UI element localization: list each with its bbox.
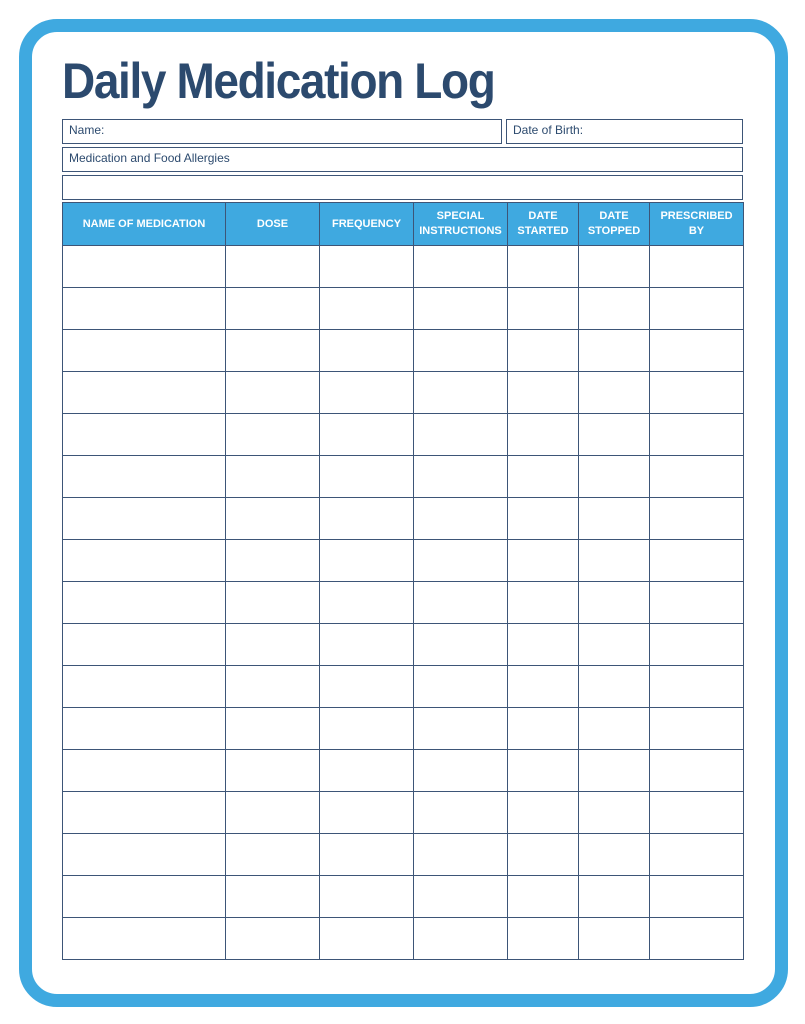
cell-name-of-medication[interactable]	[63, 414, 226, 456]
table-row	[63, 372, 744, 414]
cell-frequency[interactable]	[320, 540, 414, 582]
cell-prescribed-by[interactable]	[650, 414, 744, 456]
cell-date-stopped[interactable]	[579, 582, 650, 624]
cell-frequency[interactable]	[320, 708, 414, 750]
date-of-birth-field[interactable]	[506, 119, 743, 144]
cell-dose[interactable]	[226, 456, 320, 498]
cell-date-started[interactable]	[508, 456, 579, 498]
table-row	[63, 330, 744, 372]
cell-dose[interactable]	[226, 624, 320, 666]
table-row	[63, 792, 744, 834]
cell-dose[interactable]	[226, 792, 320, 834]
cell-special-instructions[interactable]	[414, 246, 508, 288]
cell-date-started[interactable]	[508, 750, 579, 792]
cell-date-stopped[interactable]	[579, 876, 650, 918]
cell-name-of-medication[interactable]	[63, 918, 226, 960]
cell-special-instructions[interactable]	[414, 834, 508, 876]
cell-frequency[interactable]	[320, 498, 414, 540]
cell-frequency[interactable]	[320, 246, 414, 288]
cell-date-started[interactable]	[508, 834, 579, 876]
cell-prescribed-by[interactable]	[650, 750, 744, 792]
cell-dose[interactable]	[226, 540, 320, 582]
allergies-field[interactable]	[62, 147, 743, 172]
cell-date-started[interactable]	[508, 372, 579, 414]
table-row	[63, 666, 744, 708]
table-row	[63, 750, 744, 792]
cell-prescribed-by[interactable]	[650, 582, 744, 624]
cell-date-started[interactable]	[508, 540, 579, 582]
table-row	[63, 708, 744, 750]
cell-date-stopped[interactable]	[579, 918, 650, 960]
name-field[interactable]	[62, 119, 502, 144]
cell-date-started[interactable]	[508, 288, 579, 330]
cell-dose[interactable]	[226, 414, 320, 456]
cell-special-instructions[interactable]	[414, 456, 508, 498]
table-row	[63, 498, 744, 540]
cell-special-instructions[interactable]	[414, 414, 508, 456]
cell-date-stopped[interactable]	[579, 288, 650, 330]
cell-dose[interactable]	[226, 372, 320, 414]
cell-frequency[interactable]	[320, 876, 414, 918]
allergies-entry-field[interactable]	[62, 175, 743, 200]
cell-name-of-medication[interactable]	[63, 246, 226, 288]
cell-prescribed-by[interactable]	[650, 330, 744, 372]
cell-prescribed-by[interactable]	[650, 918, 744, 960]
cell-date-stopped[interactable]	[579, 540, 650, 582]
cell-dose[interactable]	[226, 498, 320, 540]
cell-frequency[interactable]	[320, 918, 414, 960]
cell-date-started[interactable]	[508, 918, 579, 960]
cell-frequency[interactable]	[320, 750, 414, 792]
cell-special-instructions[interactable]	[414, 876, 508, 918]
cell-name-of-medication[interactable]	[63, 456, 226, 498]
column-header-date-stopped: DATE STOPPED	[579, 203, 650, 246]
table-row	[63, 834, 744, 876]
cell-date-started[interactable]	[508, 708, 579, 750]
cell-name-of-medication[interactable]	[63, 876, 226, 918]
cell-special-instructions[interactable]	[414, 372, 508, 414]
cell-name-of-medication[interactable]	[63, 330, 226, 372]
allergies-label: Medication and Food Allergies	[69, 151, 230, 165]
cell-date-stopped[interactable]	[579, 414, 650, 456]
cell-name-of-medication[interactable]	[63, 288, 226, 330]
cell-name-of-medication[interactable]	[63, 540, 226, 582]
cell-date-stopped[interactable]	[579, 834, 650, 876]
cell-prescribed-by[interactable]	[650, 666, 744, 708]
cell-special-instructions[interactable]	[414, 540, 508, 582]
column-header-name-of-medication: NAME OF MEDICATION	[63, 203, 226, 246]
cell-dose[interactable]	[226, 708, 320, 750]
cell-date-stopped[interactable]	[579, 372, 650, 414]
table-body	[63, 246, 744, 960]
cell-prescribed-by[interactable]	[650, 708, 744, 750]
cell-prescribed-by[interactable]	[650, 456, 744, 498]
column-header-prescribed-by: PRESCRIBED BY	[650, 203, 744, 246]
table-header-row	[63, 203, 744, 246]
cell-name-of-medication[interactable]	[63, 498, 226, 540]
table-row	[63, 918, 744, 960]
cell-date-started[interactable]	[508, 498, 579, 540]
cell-frequency[interactable]	[320, 372, 414, 414]
cell-dose[interactable]	[226, 666, 320, 708]
cell-special-instructions[interactable]	[414, 750, 508, 792]
cell-special-instructions[interactable]	[414, 666, 508, 708]
cell-name-of-medication[interactable]	[63, 582, 226, 624]
cell-special-instructions[interactable]	[414, 288, 508, 330]
cell-dose[interactable]	[226, 918, 320, 960]
table-row	[63, 456, 744, 498]
cell-date-started[interactable]	[508, 624, 579, 666]
cell-date-started[interactable]	[508, 246, 579, 288]
cell-date-stopped[interactable]	[579, 666, 650, 708]
column-header-special-instructions: SPECIAL INSTRUCTIONS	[414, 203, 508, 246]
cell-name-of-medication[interactable]	[63, 708, 226, 750]
cell-prescribed-by[interactable]	[650, 288, 744, 330]
cell-date-started[interactable]	[508, 330, 579, 372]
cell-prescribed-by[interactable]	[650, 540, 744, 582]
cell-date-stopped[interactable]	[579, 708, 650, 750]
cell-frequency[interactable]	[320, 288, 414, 330]
column-header-date-started: DATE STARTED	[508, 203, 579, 246]
cell-prescribed-by[interactable]	[650, 876, 744, 918]
column-header-dose: DOSE	[226, 203, 320, 246]
table-row	[63, 414, 744, 456]
table-row	[63, 540, 744, 582]
date-of-birth-label: Date of Birth:	[513, 123, 584, 137]
medication-table	[62, 202, 744, 960]
cell-special-instructions[interactable]	[414, 582, 508, 624]
cell-prescribed-by[interactable]	[650, 624, 744, 666]
table-row	[63, 246, 744, 288]
cell-date-stopped[interactable]	[579, 624, 650, 666]
cell-special-instructions[interactable]	[414, 792, 508, 834]
cell-date-stopped[interactable]	[579, 498, 650, 540]
cell-dose[interactable]	[226, 288, 320, 330]
cell-date-started[interactable]	[508, 666, 579, 708]
table-row	[63, 876, 744, 918]
cell-prescribed-by[interactable]	[650, 834, 744, 876]
cell-frequency[interactable]	[320, 330, 414, 372]
cell-frequency[interactable]	[320, 582, 414, 624]
cell-date-stopped[interactable]	[579, 456, 650, 498]
page-title: Daily Medication Log	[62, 53, 495, 109]
cell-date-stopped[interactable]	[579, 246, 650, 288]
cell-name-of-medication[interactable]	[63, 666, 226, 708]
cell-date-stopped[interactable]	[579, 750, 650, 792]
cell-prescribed-by[interactable]	[650, 246, 744, 288]
cell-dose[interactable]	[226, 246, 320, 288]
cell-frequency[interactable]	[320, 456, 414, 498]
cell-dose[interactable]	[226, 582, 320, 624]
table-row	[63, 582, 744, 624]
cell-dose[interactable]	[226, 750, 320, 792]
cell-name-of-medication[interactable]	[63, 750, 226, 792]
cell-special-instructions[interactable]	[414, 918, 508, 960]
table-row	[63, 288, 744, 330]
cell-date-started[interactable]	[508, 792, 579, 834]
cell-special-instructions[interactable]	[414, 498, 508, 540]
cell-name-of-medication[interactable]	[63, 834, 226, 876]
cell-date-started[interactable]	[508, 582, 579, 624]
cell-name-of-medication[interactable]	[63, 372, 226, 414]
cell-special-instructions[interactable]	[414, 708, 508, 750]
cell-date-stopped[interactable]	[579, 330, 650, 372]
cell-date-started[interactable]	[508, 414, 579, 456]
cell-dose[interactable]	[226, 834, 320, 876]
cell-frequency[interactable]	[320, 624, 414, 666]
cell-prescribed-by[interactable]	[650, 498, 744, 540]
cell-frequency[interactable]	[320, 414, 414, 456]
cell-dose[interactable]	[226, 330, 320, 372]
cell-prescribed-by[interactable]	[650, 792, 744, 834]
name-label: Name:	[69, 123, 105, 137]
cell-date-started[interactable]	[508, 876, 579, 918]
cell-prescribed-by[interactable]	[650, 372, 744, 414]
cell-special-instructions[interactable]	[414, 330, 508, 372]
cell-name-of-medication[interactable]	[63, 792, 226, 834]
cell-special-instructions[interactable]	[414, 624, 508, 666]
cell-frequency[interactable]	[320, 666, 414, 708]
cell-name-of-medication[interactable]	[63, 624, 226, 666]
cell-date-stopped[interactable]	[579, 792, 650, 834]
cell-frequency[interactable]	[320, 834, 414, 876]
cell-frequency[interactable]	[320, 792, 414, 834]
table-row	[63, 624, 744, 666]
column-header-frequency: FREQUENCY	[320, 203, 414, 246]
cell-dose[interactable]	[226, 876, 320, 918]
